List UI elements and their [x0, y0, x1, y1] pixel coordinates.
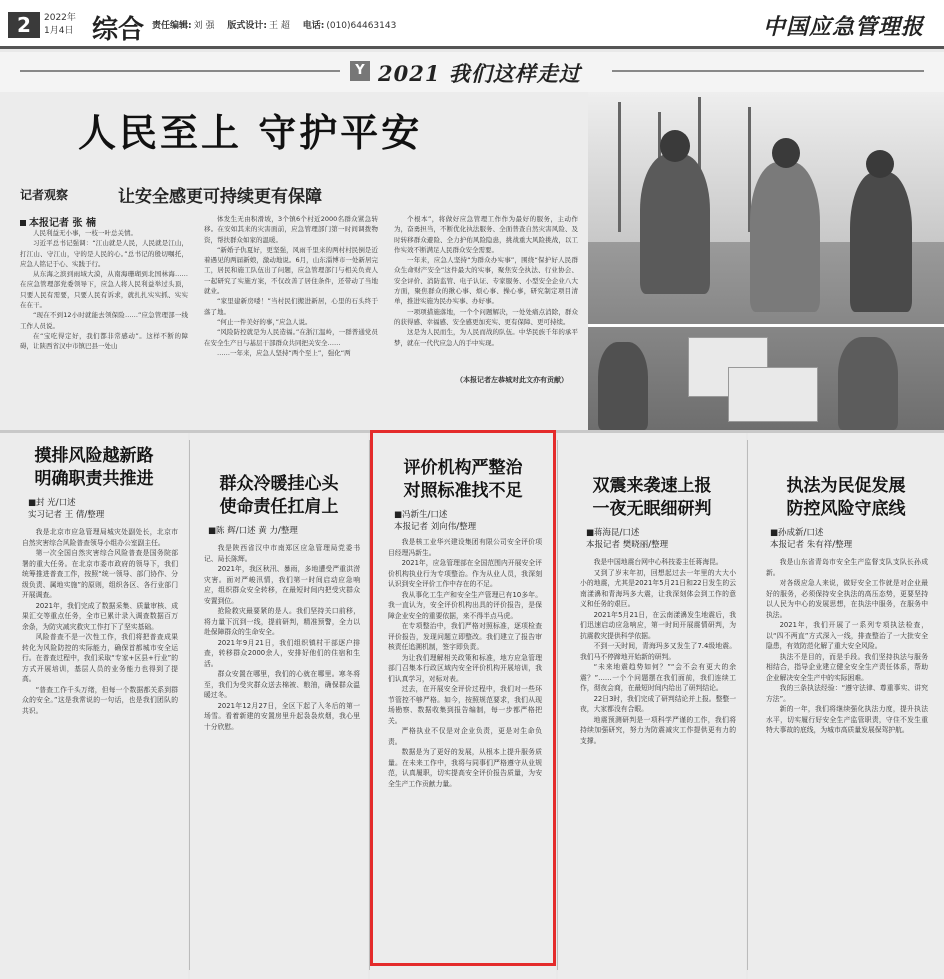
paragraph: 2021年，我区秋汛、暴雨，多地遭受严重洪涝灾害。面对严峻汛情，我们第一时间启动应急响应，组织群众安全转移，在最短时间内把受灾群众安置到位。 [204, 565, 360, 605]
paragraph: 这是为人民而生，为人民而战的队伍。中华民族千年的承平梦，就在一代代应急人的手中实现。 [394, 328, 578, 347]
paragraph: 在专项整治中，我们严格对照标准，逐项检查评价报告，发现问题立即整改。我们建立了报告审核责任追溯机制，签字即负责。 [388, 622, 542, 651]
page-number: 2 [8, 12, 40, 38]
paragraph: 一年来，应急人坚持“为群众办实事”，围绕“保护好人民群众生命财产安全”这件最大的实事，聚焦安全执法、行业协会、安全评价、消防监管、电子认证、专家服务、小型安全企业八大方面，聚焦群众的揪心事、烦心事、操心事，研究制定项目清单，推进实施为民办实事、办好事。 [394, 256, 578, 306]
story-title-2 [190, 473, 368, 519]
paragraph: 2021年，我们开展了一系列专项执法检查，以“四不两直”方式深入一线，排查整治了一大批安全隐患，有效防范化解了重大安全风险。 [766, 621, 928, 650]
contributor-note: （本报记者左恭城对此文亦有贡献） [456, 376, 568, 384]
paragraph: “新婚子仇夏好，更坚强，风雨千里来的两村村民倒是近着遇见的两届新娘，激动地说。6月，山东淄博市一处新居完工，居民和施工队伍出了问题，应急管理部门与相关负责人一起研究了实施方案，不仅改善了居住条件，还带动了当地就业。 [204, 245, 378, 296]
paragraph: 执法不是目的，而是手段。我们坚持执法与服务相结合，指导企业建立健全安全生产责任体系，帮助企业解决安全生产中的实际困难。 [766, 652, 928, 682]
paragraph: “普查工作千头万绪，但每一个数据都关系到群众的安全。”这是我常说的一句话，也是我们团队的共识。 [22, 685, 178, 715]
paragraph: 我是北京市应急管理局城灾处副处长，北京市自然灾害综合风险普查领导小组办公室副主任。 [22, 528, 178, 547]
story-body-2 [204, 543, 360, 973]
story-title-line: 对照标准找不足 [403, 481, 523, 501]
story-title-3 [370, 457, 556, 503]
banner-title: 2021 我们这样走过 [378, 61, 581, 86]
story-body-5 [766, 557, 928, 973]
paragraph: 在“宝吃得定好，我们都非常感动”。这样不断的障碍，让陕西省汉中市镇巴县一处山 [20, 331, 188, 351]
designer-value: 王 超 [268, 21, 290, 31]
photo-divider [588, 324, 944, 327]
paragraph: 严格执业不仅是对企业负责，更是对生命负责。 [388, 727, 542, 746]
issue-date [44, 12, 76, 38]
main-byline [20, 214, 96, 229]
main-text-column-3 [394, 214, 578, 370]
paragraph: 22日3时，我们完成了研判结论并上报。整整一夜，大家都没有合眼。 [580, 694, 736, 713]
paragraph: 2021年，应急管理部在全国范围内开展安全评价机构执业行为专项整治。作为从业人员，我深刻认识到安全评价工作中存在的不足。 [388, 559, 542, 588]
story-byline-2 [208, 525, 298, 537]
paragraph: 我是山东省青岛市安全生产监督支队支队长孙成新。 [766, 558, 928, 577]
header-rule [0, 46, 944, 49]
byline-line: 本报记者 朱有祥/整理 [770, 540, 853, 550]
paragraph: 群众安置在哪里，我们的心就在哪里。寒冬将至，我们为受灾群众送去棉被、粮油，确保群众温暖过冬。 [204, 670, 360, 699]
paragraph: 第一次全国自然灾害综合风险普查是国务院部署的重大任务。在北京市委市政府的领导下，我们统筹推进普查工作，按照“统一领导、部门协作、分级负责、属地实施”的原则，组织各区、各行业部门开展调查。 [22, 549, 178, 599]
story-byline-5 [770, 527, 852, 551]
section-name: 综合 [92, 15, 145, 45]
main-text-column-2 [204, 214, 378, 424]
paragraph: 对各级应急人来说，做好安全工作就是对企业最好的服务，必须保持安全执法的高压态势，更要坚持以人民为中心的发展思想，在执法中服务，在服务中执法。 [766, 579, 928, 619]
paragraph: 我是中国地震台网中心科技委主任蒋海昆。 [593, 558, 723, 566]
editor-label: 责任编辑: [152, 21, 192, 31]
story-column-5 [748, 433, 944, 979]
newspaper-masthead-logo: 中国应急管理报 [762, 14, 924, 40]
paragraph: 风险普查不是一次性工作，我们将把普查成果转化为风险防控的实际能力，确保首都城市安全运行。在普查过程中，我们采取“专家+区县+行业”的方式开展培训，基层人员的业务能力也得到了提高。 [22, 633, 178, 683]
paragraph: 从东海之滨到雨域大漠，从南海珊瑚到北国林海……在应急管理部党委领导下，应急人将人民利益举过头顶，只要人民有需要，只要人民有诉求，就扎扎实实抓、实实在在干。 [20, 270, 188, 310]
photo-firefighter [850, 172, 912, 312]
story-column-1 [0, 433, 188, 979]
issue-year: 2022年 [44, 13, 76, 23]
paragraph: 过去，在开展安全评价过程中，我们对一些环节管控不够严格。如今，按照规范要求，我们从现场勘察、数据收集到报告编制，每一步都严格把关。 [388, 685, 542, 725]
story-title-line: 使命责任扛肩上 [219, 497, 339, 517]
story-title-line: 摸排风险越新路 [34, 446, 154, 466]
banner-rule-left [20, 70, 340, 72]
story-body-3 [388, 537, 542, 961]
main-subhead: 让安全感更可持续更有保障 [118, 187, 322, 207]
story-column-3 [370, 433, 556, 979]
main-byline-text: 本报记者 张 楠 [29, 218, 96, 229]
story-byline-3 [394, 509, 476, 533]
news-photo-collage [588, 92, 944, 430]
story-byline-1 [28, 497, 104, 521]
photo-firefighter-head [866, 150, 894, 178]
main-headline: 人民至上 守护平安 [78, 110, 423, 155]
designer-label: 版式设计: [227, 21, 267, 31]
story-title-line: 明确职责共推进 [34, 469, 154, 489]
page-header [0, 0, 944, 46]
paragraph: “家里建新房喽！”当村民们搬进新居，心里的石头终于落了地。 [204, 297, 378, 316]
story-title-line: 防控风险守底线 [786, 499, 906, 519]
photo-worker [838, 337, 898, 430]
paragraph: 地震预测研判是一项科学严谨的工作，我们将持续加强研究，努力为防震减灾工作提供更有力的支撑。 [580, 715, 736, 745]
paragraph: “未来地震趋势如何？”“会不会有更大的余震？”……一个个问题摆在我们面前，我们连续工作，彻夜会商，在最短时间内给出了研判结论。 [580, 663, 736, 692]
photo-rescuer-head [660, 130, 690, 162]
byline-line: ■孙成新/口述 [770, 528, 824, 538]
paragraph: 为让我们理解相关政策和标准，地方应急管理部门召集本行政区域内安全评价机构开展培训，我们认真学习，对标对表。 [388, 653, 542, 683]
banner-tag: Y [350, 61, 370, 81]
paragraph: 2021年，我们完成了数据采集、质量审核、成果汇交等重点任务，全市已累计录入调查数据百万余条，为防灾减灾救灾工作打下了坚实基础。 [22, 601, 178, 631]
editor-value: 刘 强 [193, 21, 215, 31]
photo-supply-box [728, 367, 818, 422]
paragraph: 2021年12月27日，全区下起了入冬后的第一场雪。看着新建的安置房里升起袅袅炊烟，我心里十分欣慰。 [204, 701, 360, 731]
story-body-4 [580, 557, 736, 973]
story-title-line: 双震来袭速上报 [592, 476, 712, 496]
photo-tree [618, 102, 621, 232]
byline-line: 实习记者 王 倩/整理 [28, 510, 105, 520]
paragraph: 一项项措施落地，一个个问题解决，一处处痛点消除，群众的获得感、幸福感、安全感更加充实、更有保障、更可持续。 [394, 307, 578, 326]
issue-day: 1月4日 [44, 26, 74, 36]
article-kicker: 记者观察 [20, 188, 69, 202]
photo-rescuer [640, 154, 710, 294]
byline-line: ■陈 辉/口述 黄 力/整理 [208, 526, 298, 536]
editor-credits [152, 18, 406, 31]
byline-line: ■封 光/口述 [28, 498, 76, 508]
paragraph: ……一年来，应急人坚持“两个至上”，强化“两 [217, 348, 351, 357]
paragraph: “现在不到12小时就能去领保险……”应急管理部一线工作人员说。 [20, 311, 188, 330]
story-title-1 [0, 445, 188, 491]
story-body-1 [22, 527, 178, 973]
paragraph: 新的一年，我们将继续强化执法力度，提升执法水平，切实履行好安全生产监管职责，守住不发生重特大事故的底线，为城市高质量发展保驾护航。 [766, 705, 928, 734]
photo-rescuer-head [772, 138, 800, 168]
byline-marker [20, 220, 26, 226]
paragraph: 我是核工业华兴建设集团有限公司安全评价项目经理冯新生。 [388, 538, 542, 557]
story-column-2 [190, 433, 368, 979]
main-article [0, 92, 590, 430]
phone-value: (010)64463143 [326, 21, 397, 31]
story-column-4 [558, 433, 746, 979]
paragraph: 2021年9月21日，我们组织镇村干部逐户排查，转移群众2000余人，安排好他们的住宿和生活。 [204, 638, 360, 668]
paragraph: 我是陕西省汉中市南郑区应急管理局党委书记、局长陈辉。 [204, 544, 360, 563]
paragraph: 个根本”，将做好应急管理工作作为最好的服务，主动作为，奋勇担当，不断优化执法服务、全面普查自然灾害风险、及时转移群众避险、全力护佑风险隐患，挑战重大风险挑战，以工作实效不断满足人民群众安全需要。 [394, 215, 578, 254]
story-byline-4 [586, 527, 668, 551]
story-title-4 [558, 475, 746, 521]
photo-rescuer [750, 162, 820, 312]
paragraph: “风险防控就是为人民造福。”在浙江温岭，一群普通党员在安全生产日与基层干部群众共同把关安全…… [204, 328, 378, 347]
paragraph: 2021年5月21日，在云南漾濞发生地震后，我们迅速启动应急响应，第一时间开展震情研判，为抗震救灾提供科学依据。 [580, 610, 736, 640]
photo-worker [598, 342, 648, 430]
story-title-line: 执法为民促发展 [786, 476, 906, 496]
phone-label: 电话: [302, 21, 325, 31]
paragraph: 人民利益无小事，一枝一叶总关情。 [33, 229, 137, 237]
feature-banner [0, 52, 944, 92]
paragraph: “何止一件美好的事，”应急人说。 [217, 317, 312, 326]
byline-line: 本报记者 樊晓丽/整理 [586, 540, 669, 550]
paragraph: 习近平总书记强调：“江山就是人民，人民就是江山，打江山、守江山，守的是人民的心。”总书记的殷切嘱托，应急人铭记于心、实践于行。 [20, 239, 188, 268]
paragraph: 抢险救灾最要紧的是人。我们坚持关口前移，将力量下沉到一线，提前研判，精准预警，全力以赴保障群众的生命安全。 [204, 607, 360, 636]
byline-line: ■冯新生/口述 [394, 510, 448, 520]
story-title-line: 一夜无眠细研判 [592, 499, 712, 519]
main-text-column-1 [20, 228, 188, 424]
paragraph: 我的三条执法经验：“遵守法律、尊重事实、讲究方法”。 [766, 684, 928, 703]
paragraph: 又到了岁末年初，回想起过去一年里的大大小小的地震，尤其是2021年5月21日和22日发生的云南漾濞和青海玛多大震，让我深刻体会到工作的意义和任务的艰巨。 [580, 568, 736, 608]
paragraph: 我从事化工生产和安全生产管理已有10多年。我一直认为，安全评价机构出具的评价报告，是保障企业安全的重要依据，来不得半点马虎。 [388, 590, 542, 620]
banner-rule-right [612, 70, 924, 72]
paragraph: 体发生无由积滑坡，3个镇6个村近2000名群众紧急转移。在安如其来的灾害面前，应急管理部门第一时间调拨物资，帮扶群众如家的温暖。 [204, 215, 378, 244]
story-title-line: 评价机构严整治 [403, 458, 523, 478]
byline-line: 本报记者 刘向伟/整理 [394, 522, 477, 532]
paragraph: 不到一天时间，青海玛多又发生了7.4级地震。我们马不停蹄地开始新的研判。 [580, 642, 736, 661]
paragraph: 数据是为了更好的发展，从根本上提升服务质量。在未来工作中，我将与同事们严格遵守从业规范，认真履职，切实提高安全评价报告质量，为安全生产工作贡献力量。 [388, 748, 542, 788]
story-title-line: 群众冷暖挂心头 [219, 474, 339, 494]
story-title-5 [748, 475, 944, 521]
byline-line: ■蒋海昆/口述 [586, 528, 640, 538]
